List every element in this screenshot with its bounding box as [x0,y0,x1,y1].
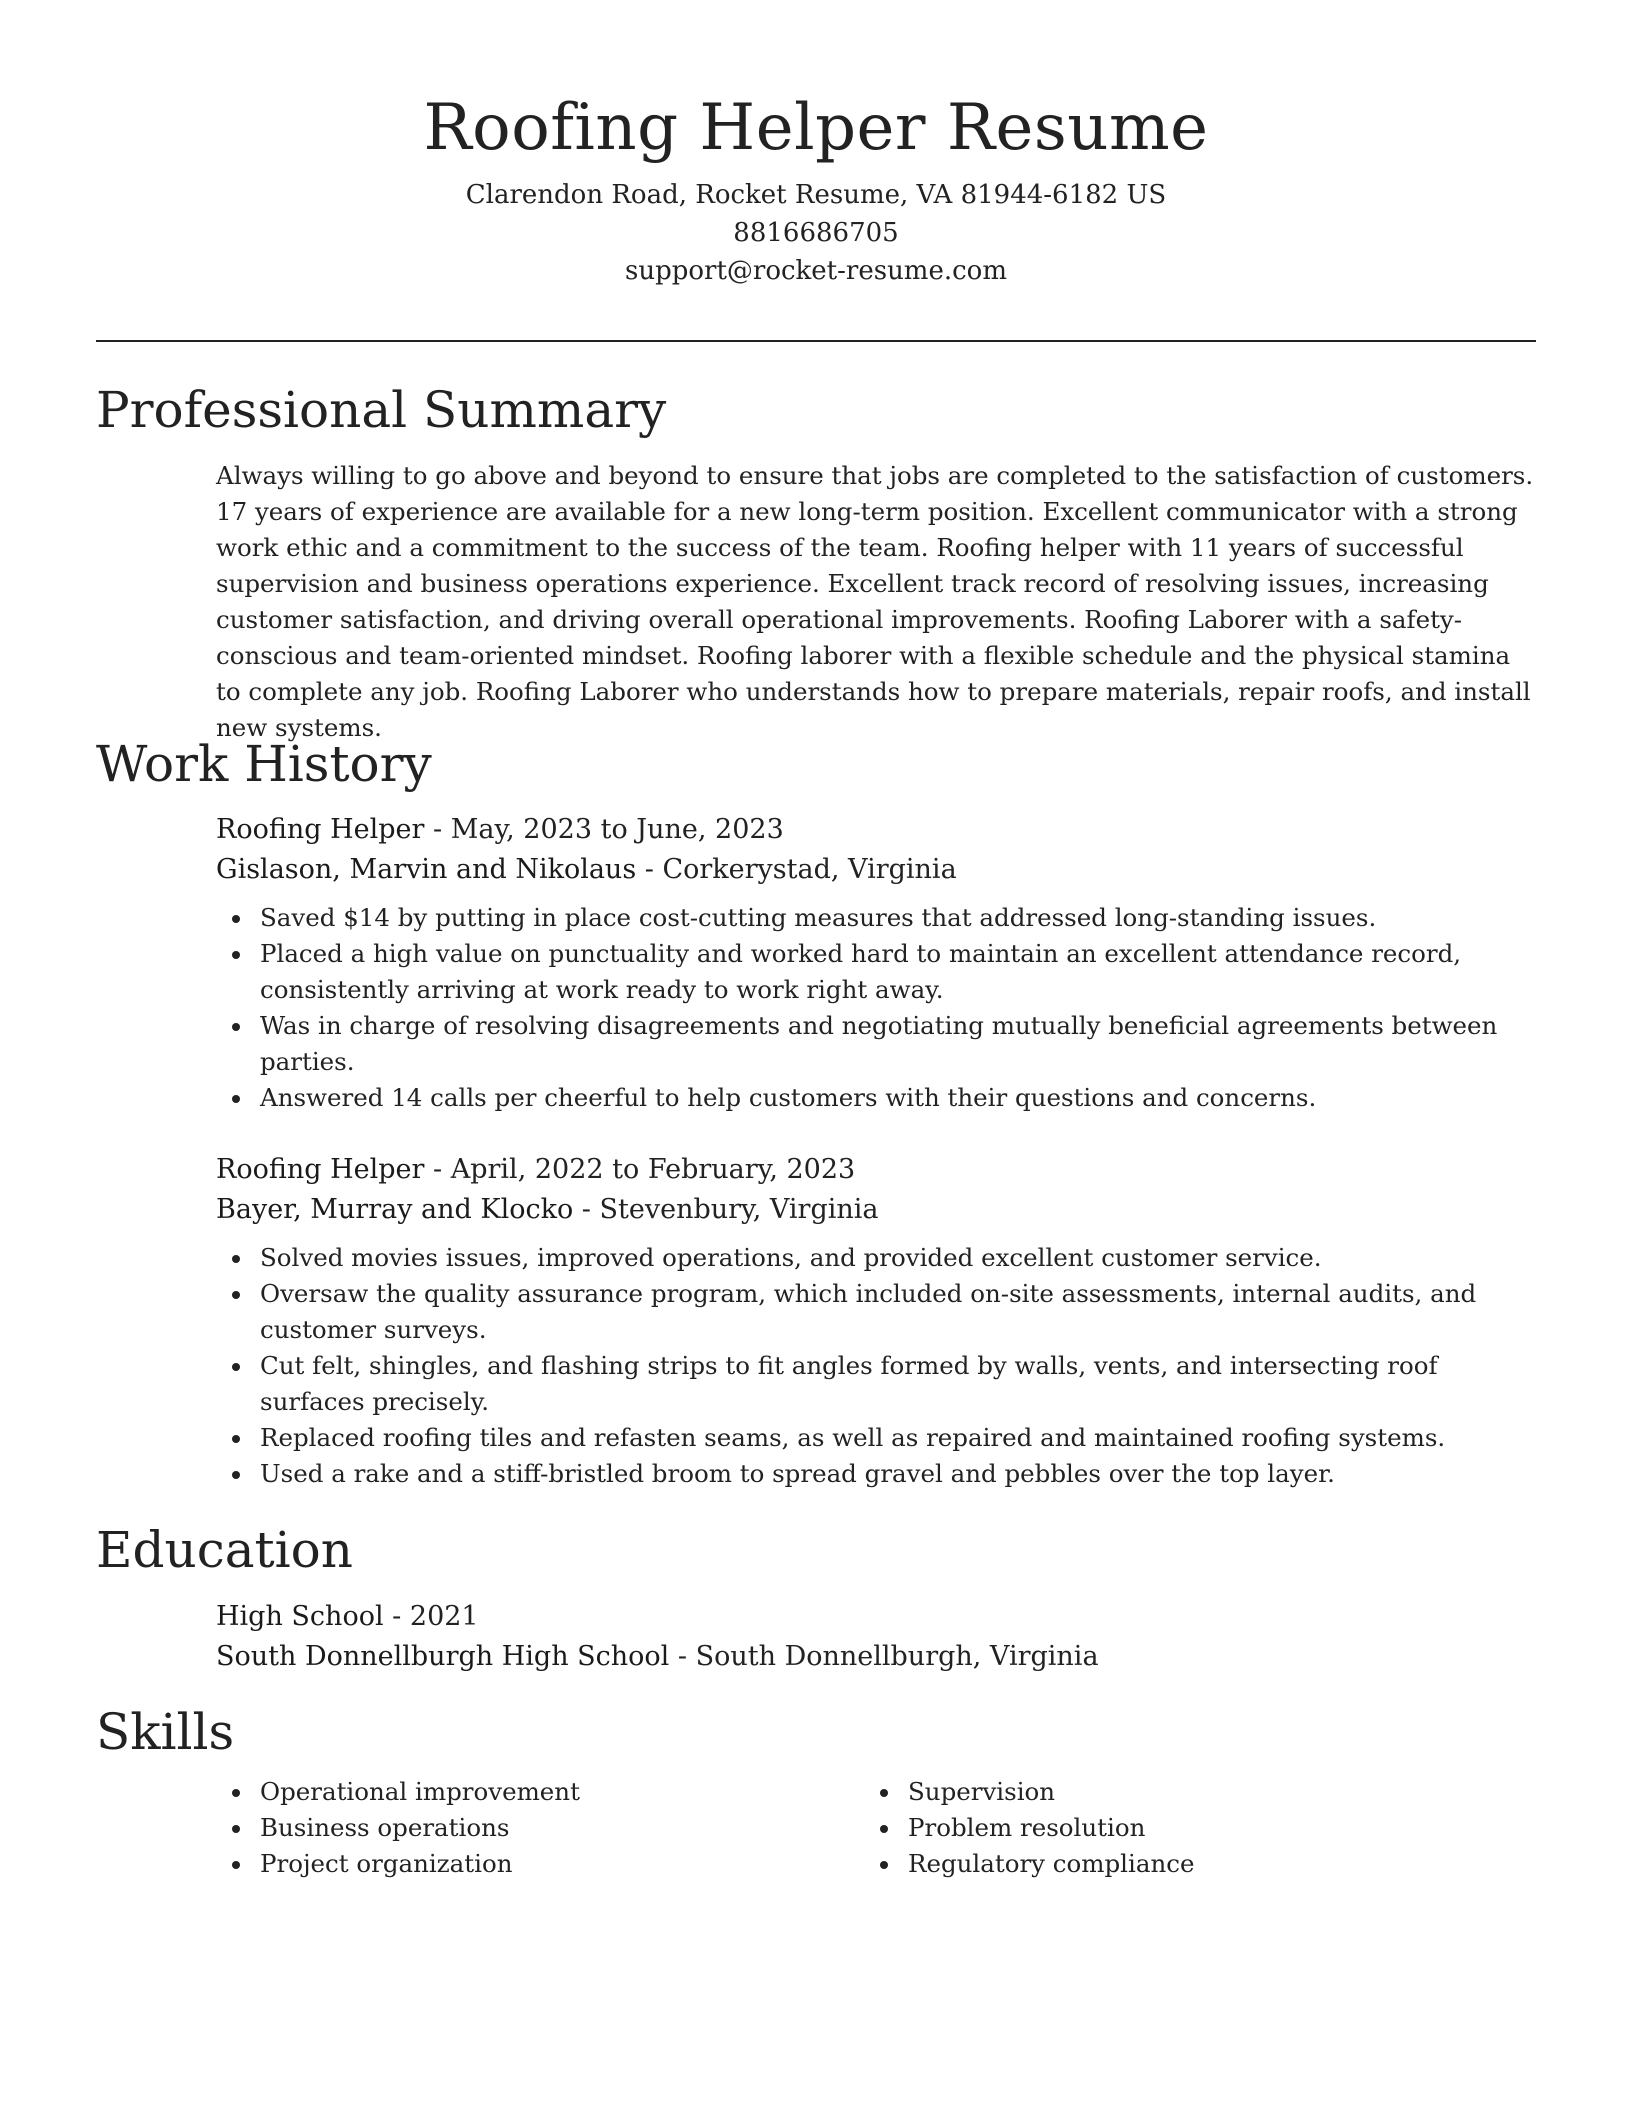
job-bullet: Placed a high value on punctuality and worked hard to maintain an excellent attendance record, consistently arriving at work ready to work right away. [260,936,1536,1008]
skills-column-right [864,1774,1512,1882]
job-bullet: Cut felt, shingles, and flashing strips to fit angles formed by walls, vents, and intersecting roof surfaces precisely. [260,1348,1536,1420]
summary-heading: Professional Summary [96,381,667,439]
summary-section [216,458,1536,746]
contact-phone: 8816686705 [733,218,899,248]
job-dates: May, 2023 to June, 2023 [450,814,784,845]
job-bullet: Solved movies issues, improved operations, and provided excellent customer service. [260,1240,1536,1276]
skill-item: Regulatory compliance [908,1846,1512,1882]
contact-address: Clarendon Road, Rocket Resume, VA 81944-6182 US [465,180,1167,210]
skills-heading: Skills [96,1703,235,1761]
job-bullet: Answered 14 calls per cheerful to help customers with their questions and concerns. [260,1080,1536,1116]
skill-item: Business operations [260,1810,864,1846]
job-bullet: Used a rake and a stiff-bristled broom to spread gravel and pebbles over the top layer. [260,1456,1536,1492]
job-company: Bayer, Murray and Klocko [216,1194,574,1225]
job-separator: - [573,1194,600,1225]
skills-column-left [216,1774,864,1882]
job-title: Roofing Helper [216,814,425,845]
skill-item: Problem resolution [908,1810,1512,1846]
skills-section [216,1774,1536,1882]
job-location: Corkerystad, Virginia [662,854,957,885]
education-location: South Donnellburgh, Virginia [695,1641,1099,1672]
job-title-line [216,1150,1536,1190]
education-separator: - [669,1641,696,1672]
job-bullet: Replaced roofing tiles and refasten seams, as well as repaired and maintained roofing systems. [260,1420,1536,1456]
education-heading: Education [96,1521,353,1579]
job-location: Stevenbury, Virginia [599,1194,879,1225]
job-title: Roofing Helper [216,1154,425,1185]
resume-title: Roofing Helper Resume [423,91,1209,165]
job-company-line [216,1190,1536,1230]
job-entry [216,810,1536,1116]
work-history-heading: Work History [96,735,432,793]
job-bullets [216,900,1536,1116]
job-title-line [216,810,1536,850]
education-separator: - [383,1601,410,1632]
job-company-line [216,850,1536,890]
education-year: 2021 [409,1601,479,1632]
education-school: South Donnellburgh High School [216,1641,670,1672]
job-bullet: Saved $14 by putting in place cost-cutting measures that addressed long-standing issues. [260,900,1536,936]
skills-list-left [216,1774,864,1882]
job-bullet: Was in charge of resolving disagreements and negotiating mutually beneficial agreements between parties. [260,1008,1536,1080]
education-entry [216,1597,1536,1677]
skills-grid [216,1774,1536,1882]
header-divider [96,340,1536,342]
job-separator: - [636,854,663,885]
job-separator: - [424,814,451,845]
summary-text: Always willing to go above and beyond to ensure that jobs are completed to the satisfaction of customers. 17 years of experience are available for a new long-term position. Excellent communicator with a strong work ethic and a commitment to the success of the team. Roofing helper with 11 years of successful supervision and business operations experience. Excellent track record of resolving issues, increasing customer satisfaction, and driving overall operational improvements. Roofing Laborer with a safety-conscious and team-oriented mindset. Roofing laborer with a flexible schedule and the physical stamina to complete any job. Roofing Laborer who understands how to prepare materials, repair roofs, and install new systems. [216,461,1534,742]
skill-item: Supervision [908,1774,1512,1810]
education-degree-line [216,1597,1536,1637]
skill-item: Project organization [260,1846,864,1882]
skill-item: Operational improvement [260,1774,864,1810]
job-company: Gislason, Marvin and Nikolaus [216,854,637,885]
resume-header [96,80,1536,290]
contact-email: support@rocket-resume.com [624,256,1007,286]
skills-list-right [864,1774,1512,1882]
education-school-line [216,1637,1536,1677]
education-degree: High School [216,1601,384,1632]
job-separator: - [424,1154,451,1185]
job-bullet: Oversaw the quality assurance program, which included on-site assessments, internal audits, and customer surveys. [260,1276,1536,1348]
job-entry [216,1150,1536,1492]
job-bullets [216,1240,1536,1492]
job-dates: April, 2022 to February, 2023 [450,1154,856,1185]
